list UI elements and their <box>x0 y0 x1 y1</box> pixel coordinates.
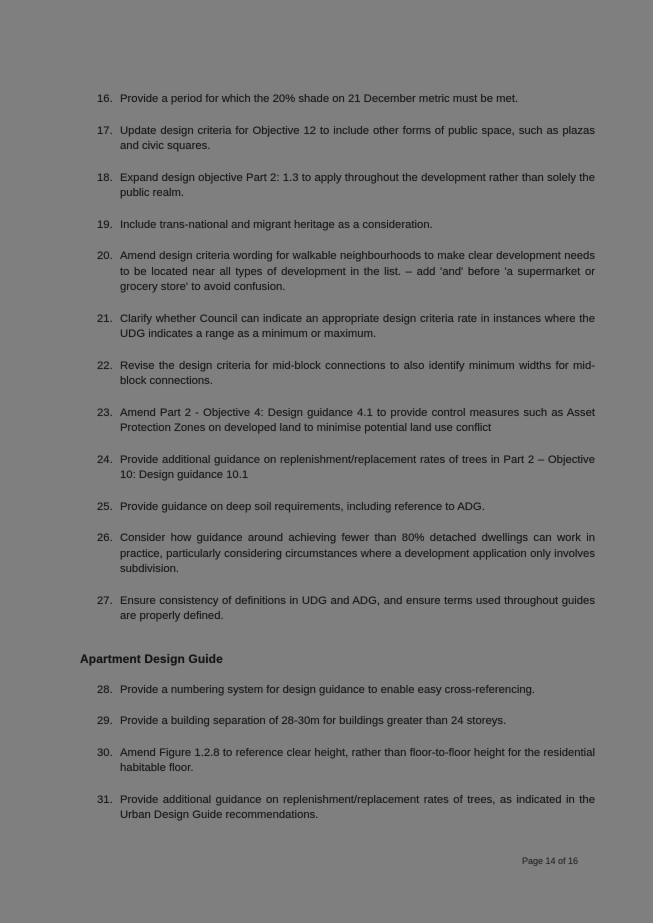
list-item <box>97 531 595 578</box>
item-text: Provide additional guidance on replenishment/replacement rates of trees, as indicated in the Urban Design Guide recommendations. <box>120 793 595 821</box>
item-text: Provide additional guidance on replenishment/replacement rates of trees in Part 2 – Objective 10: Design guidance 10.1 <box>120 453 595 481</box>
list-item <box>97 683 595 699</box>
item-number: 23. <box>97 406 113 419</box>
item-number: 30. <box>97 746 113 759</box>
list-item <box>97 249 595 296</box>
item-number: 17. <box>97 124 113 137</box>
list-item <box>97 714 595 730</box>
item-text: Update design criteria for Objective 12 to include other forms of public space, such as plazas and civic squares. <box>120 124 595 152</box>
list-item <box>97 124 595 155</box>
page-number-footer: Page 14 of 16 <box>521 856 578 866</box>
item-text: Provide a period for which the 20% shade on 21 December metric must be met. <box>120 93 519 105</box>
item-number: 16. <box>97 93 113 105</box>
item-number: 20. <box>97 250 113 262</box>
item-text: Provide guidance on deep soil requirements, including reference to ADG. <box>120 500 485 513</box>
item-number: 22. <box>97 359 113 372</box>
item-text: Revise the design criteria for mid-block connections to also identify minimum widths for mid-block connections. <box>120 359 595 387</box>
item-number: 25. <box>97 500 113 513</box>
item-number: 18. <box>97 171 113 184</box>
item-text: Provide a building separation of 28-30m for buildings greater than 24 storeys. <box>120 715 507 727</box>
item-number: 31. <box>97 793 113 806</box>
item-text: Expand design objective Part 2: 1.3 to apply throughout the development rather than solely the public realm. <box>120 171 595 199</box>
list-item <box>97 171 595 202</box>
list-item <box>97 793 595 824</box>
list-item <box>97 359 595 390</box>
item-text: Amend design criteria wording for walkable neighbourhoods to make clear development needs to be located near all types of development in the list. – add 'and' before 'a supermarket or grocery store' to avoid confusion. <box>120 250 595 293</box>
list-item <box>97 218 595 234</box>
item-text: Provide a numbering system for design guidance to enable easy cross-referencing. <box>120 683 536 696</box>
item-number: 27. <box>97 594 113 607</box>
item-text: Amend Part 2 - Objective 4: Design guidance 4.1 to provide control measures such as Asset Protection Zones on developed land to minimise potential land use conflict <box>120 406 595 434</box>
item-text: Include trans-national and migrant heritage as a consideration. <box>120 218 433 231</box>
recommendations-list <box>80 92 595 840</box>
list-item <box>97 746 595 777</box>
item-number: 28. <box>97 683 113 696</box>
item-number: 21. <box>97 312 113 325</box>
list-item <box>97 312 595 343</box>
item-number: 26. <box>97 532 113 544</box>
item-number: 29. <box>97 715 113 727</box>
item-text: Amend Figure 1.2.8 to reference clear height, rather than floor-to-floor height for the residential habitable floor. <box>120 746 595 774</box>
list-item <box>97 453 595 484</box>
list-item <box>97 406 595 437</box>
list-item <box>97 594 595 625</box>
section-heading-apartment-design-guide: Apartment Design Guide <box>80 651 223 666</box>
item-text: Ensure consistency of definitions in UDG and ADG, and ensure terms used throughout guides are properly defined. <box>120 594 595 622</box>
list-item <box>97 92 595 108</box>
item-text: Clarify whether Council can indicate an appropriate design criteria rate in instances where the UDG indicates a range as a minimum or maximum. <box>120 312 595 340</box>
item-number: 24. <box>97 453 113 466</box>
list-item <box>97 500 595 516</box>
item-text: Consider how guidance around achieving fewer than 80% detached dwellings can work in practice, particularly considering circumstances where a development application only involves subdivision. <box>120 532 595 575</box>
item-number: 19. <box>97 218 113 231</box>
